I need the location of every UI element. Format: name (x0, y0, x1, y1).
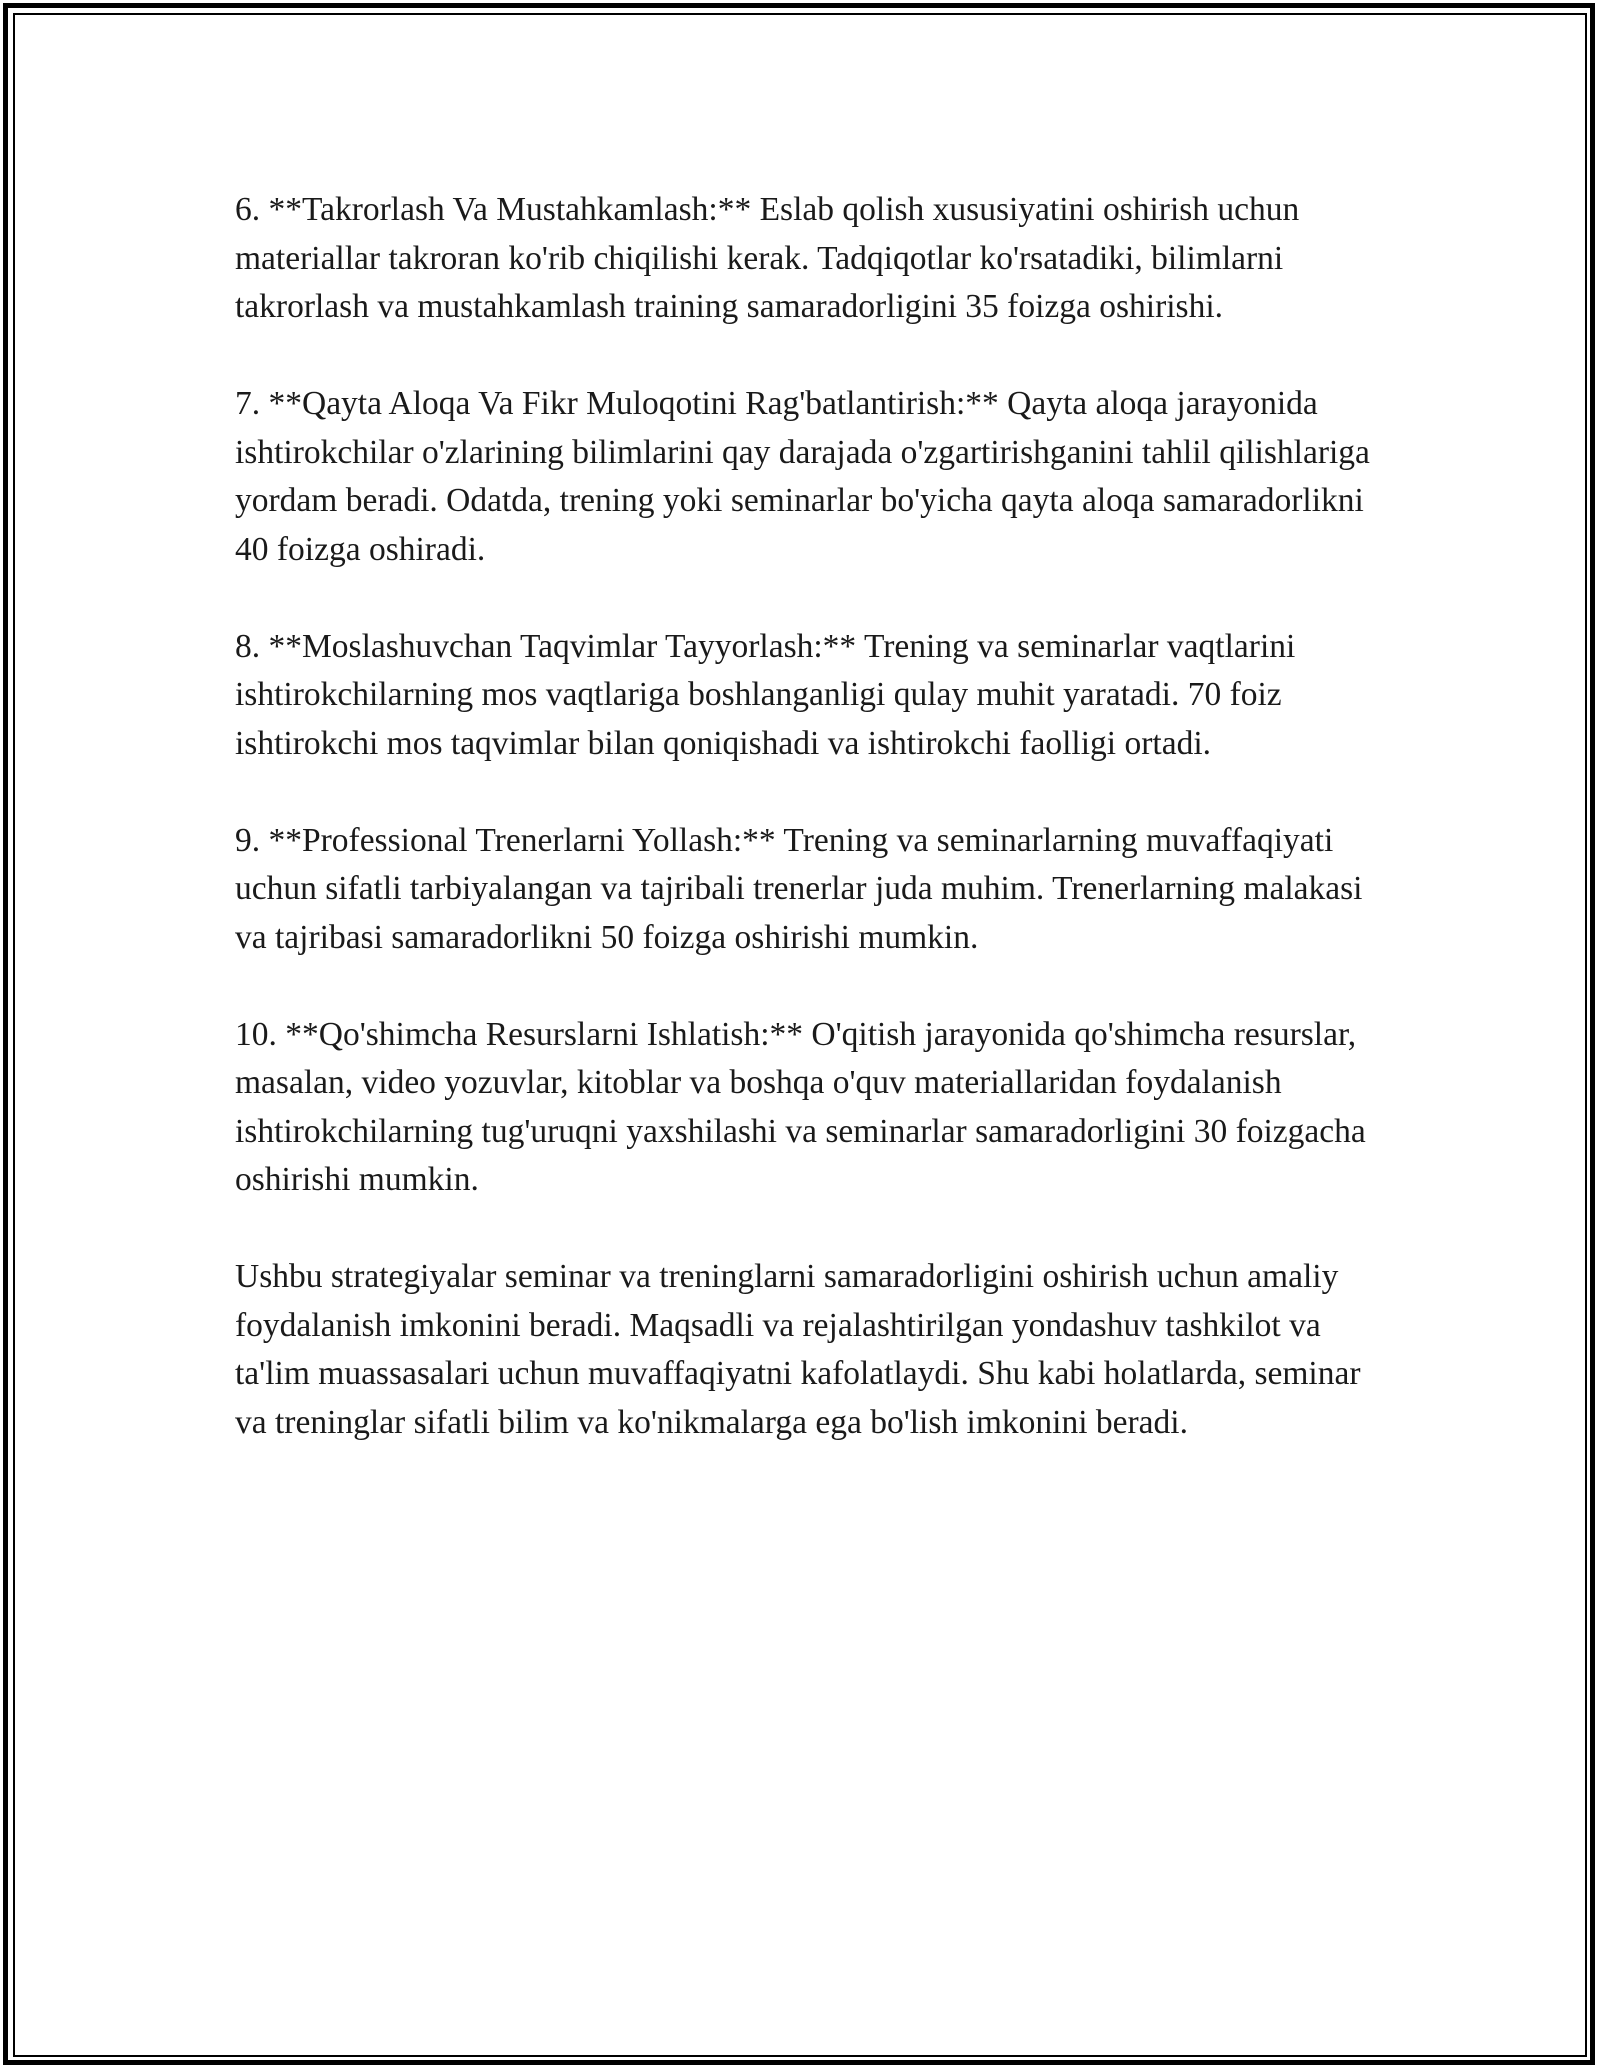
paragraph-conclusion: Ushbu strategiyalar seminar va treninglarni samaradorligini oshirish uchun amaliy foydalanish imkonini beradi. Maqsadli va rejalashtirilgan yondashuv tashkilot va ta'lim muassasalari uchun muvaffaqiyatni kafolatlaydi. Shu kabi holatlarda, seminar va treninglar sifatli bilim va ko'nikmalarga ega bo'lish imkonini beradi. (235, 1258, 1361, 1441)
paragraph-item-10: 10. **Qo'shimcha Resurslarni Ishlatish:** O'qitish jarayonida qo'shimcha resurslar, masalan, video yozuvlar, kitoblar va boshqa o'quv materiallaridan foydalanish ishtirokchilarning tug'uruqni yaxshilashi va seminarlar samaradorligini 30 foizgacha oshirishi mumkin. (235, 1015, 1366, 1198)
document-body (235, 186, 1385, 1447)
paragraph-item-7: 7. **Qayta Aloqa Va Fikr Muloqotini Rag'batlantirish:** Qayta aloqa jarayonida ishtirokchilar o'zlarining bilimlarini qay darajada o'zgartirishganini tahlil qilishlariga yordam beradi. Odatda, trening yoki seminarlar bo'yicha qayta aloqa samaradorlikni 40 foizga oshiradi. (235, 385, 1370, 568)
paragraph-item-9: 9. **Professional Trenerlarni Yollash:** Trening va seminarlarning muvaffaqiyati uchun sifatli tarbiyalangan va tajribali trenerlar juda muhim. Trenerlarning malakasi va tajribasi samaradorlikni 50 foizga oshirishi mumkin. (235, 821, 1363, 956)
paragraph-item-6: 6. **Takrorlash Va Mustahkamlash:** Eslab qolish xususiyatini oshirish uchun materiallar takroran ko'rib chiqilishi kerak. Tadqiqotlar ko'rsatadiki, bilimlarni takrorlash va mustahkamlash training samaradorligini 35 foizga oshirishi. (235, 191, 1300, 325)
paragraph-item-8: 8. **Moslashuvchan Taqvimlar Tayyorlash:** Trening va seminarlar vaqtlarini ishtirokchilarning mos vaqtlariga boshlanganligi qulay muhit yaratadi. 70 foiz ishtirokchi mos taqvimlar bilan qoniqishadi va ishtirokchi faolligi ortadi. (235, 627, 1296, 762)
